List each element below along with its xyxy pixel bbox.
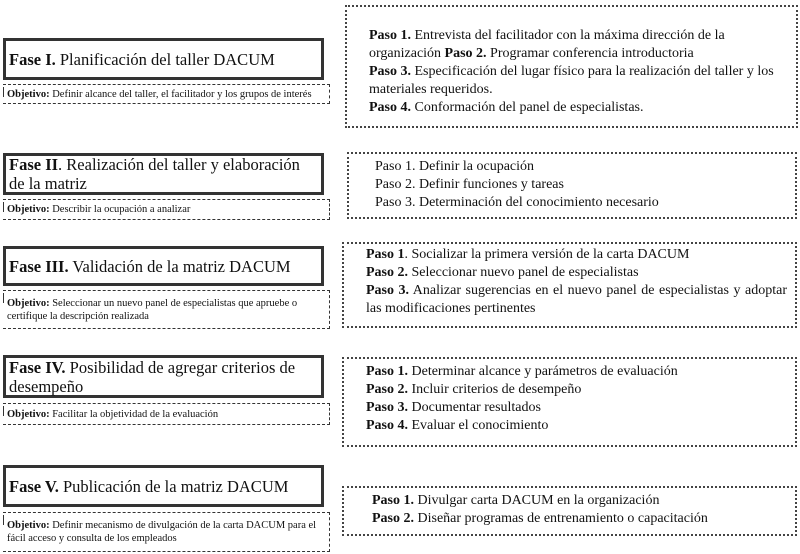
- phase-5-box: [3, 465, 324, 507]
- phase-4-box: [3, 355, 324, 398]
- step: Paso 1. Definir la ocupación: [375, 159, 535, 174]
- objective-text: Facilitar la objetividad de la evaluación: [49, 408, 219, 420]
- step: Paso 1. Divulgar carta DACUM en la organización: [372, 493, 660, 508]
- objective-label: Objetivo:: [7, 88, 50, 100]
- phase-5-objective: [3, 512, 330, 552]
- objective-label: Objetivo:: [7, 520, 50, 531]
- step: Paso 2. Incluir criterios de desempeño: [366, 382, 582, 397]
- objective-text: Definir mecanismo de divulgación de la carta DACUM para el fácil acceso y consulta de los empleados: [7, 520, 317, 544]
- phase-label: Fase III.: [9, 256, 69, 276]
- step: Paso 2. Diseñar programas de entrenamiento o capacitación: [372, 511, 708, 526]
- step: Paso 2. Seleccionar nuevo panel de especialistas: [366, 265, 639, 280]
- phase-5-steps: [342, 486, 797, 536]
- objective-text: Describir la ocupación a analizar: [49, 204, 191, 215]
- phase-label: Fase V.: [9, 476, 59, 496]
- step: Paso 4. Evaluar el conocimiento: [366, 418, 549, 433]
- step: Paso 3. Especificación del lugar físico para la realización del taller y los materiales requeridos.: [369, 64, 774, 97]
- objective-label: Objetivo:: [7, 408, 50, 420]
- phase-title: Posibilidad de agregar criterios de desempeño: [9, 357, 296, 396]
- phase-4-steps: [342, 357, 797, 447]
- phase-label: Fase II: [9, 155, 59, 174]
- phase-1-objective: [3, 84, 330, 104]
- objective-label: Objetivo:: [7, 204, 50, 215]
- phase-2-steps: [347, 152, 797, 219]
- phase-2-objective: [3, 199, 330, 220]
- step: Paso 1. Socializar la primera versión de la carta DACUM: [366, 247, 690, 262]
- step: Paso 1. Determinar alcance y parámetros de evaluación: [366, 364, 678, 379]
- step: Paso 1. Entrevista del facilitador con la máxima dirección de la organización Paso 2. Programar conferencia introductoria: [369, 28, 725, 61]
- phase-label: Fase IV.: [9, 357, 66, 377]
- phase-title: Publicación de la matriz DACUM: [58, 476, 289, 496]
- objective-label: Objetivo:: [7, 297, 50, 309]
- phase-2-box: [3, 153, 324, 195]
- step: Paso 3. Determinación del conocimiento necesario: [375, 195, 659, 210]
- phase-3-box: [3, 246, 324, 286]
- phase-title: Validación de la matriz DACUM: [68, 256, 291, 276]
- step: Paso 3. Documentar resultados: [366, 400, 541, 415]
- objective-text: Definir alcance del taller, el facilitador y los grupos de interés: [49, 88, 312, 100]
- phase-3-steps: [342, 242, 797, 328]
- phase-title: Planificación del taller DACUM: [55, 49, 275, 69]
- step: Paso 2. Definir funciones y tareas: [375, 177, 564, 192]
- phase-1-steps: [345, 5, 798, 128]
- phase-4-objective: [3, 403, 330, 425]
- step: Paso 4. Conformación del panel de especialistas.: [369, 100, 644, 115]
- objective-text: Seleccionar un nuevo panel de especialistas que apruebe o certifique la descripción realizada: [7, 297, 298, 322]
- phase-3-objective: [3, 290, 330, 329]
- step: Paso 3. Analizar sugerencias en el nuevo panel de especialistas y adoptar las modificaciones pertinentes: [366, 283, 787, 316]
- phase-label: Fase I.: [9, 49, 56, 69]
- phase-1-box: [3, 38, 324, 80]
- phase-title: . Realización del taller y elaboración de la matriz: [9, 155, 300, 193]
